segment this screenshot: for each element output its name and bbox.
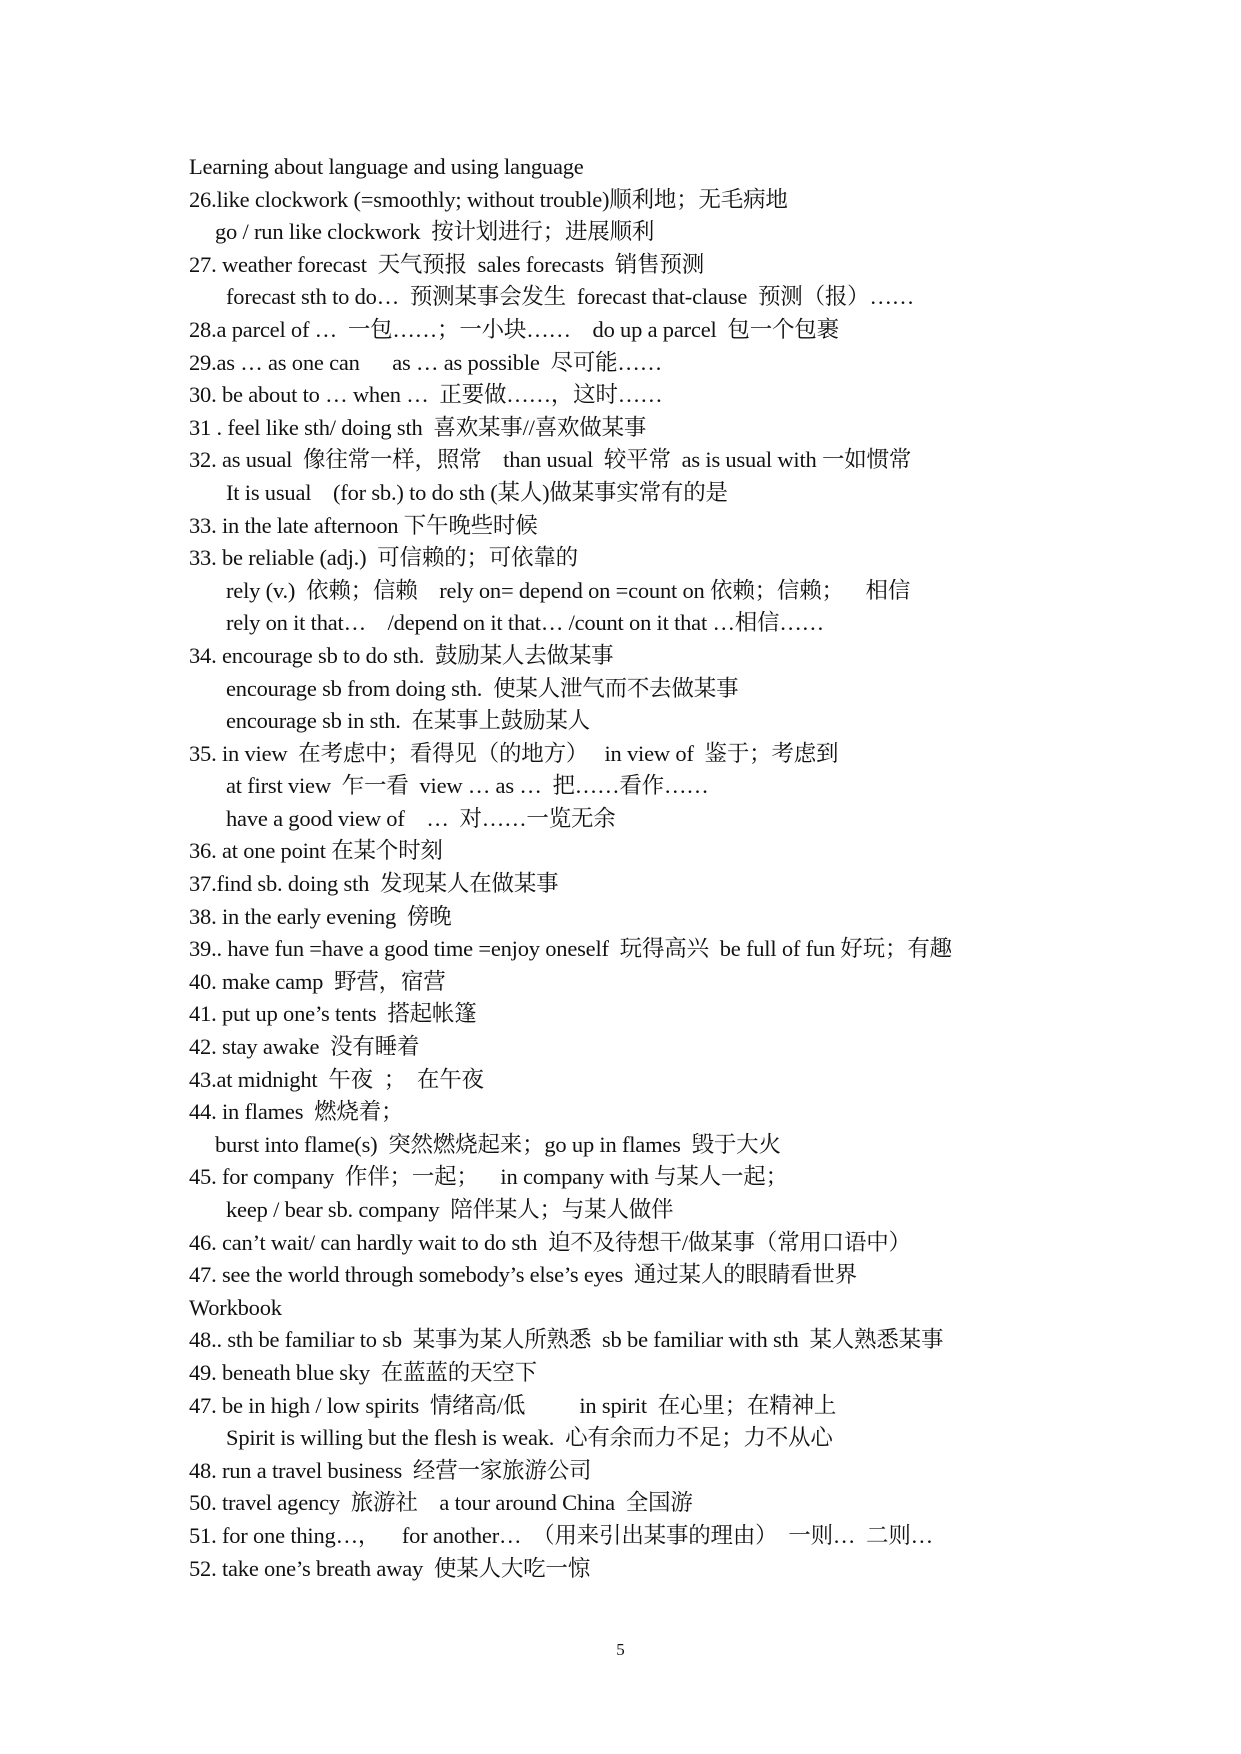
text-line: burst into flame(s) 突然燃烧起来；go up in flames 毁于大火 — [215, 1131, 781, 1157]
text-line: 51. for one thing…， for another… （用来引出某事的理由） 一则… 二则… — [189, 1522, 933, 1548]
text-line: 39.. have fun =have a good time =enjoy oneself 玩得高兴 be full of fun 好玩；有趣 — [189, 936, 952, 962]
text-line: 49. beneath blue sky 在蓝蓝的天空下 — [189, 1359, 537, 1385]
text-line: go / run like clockwork 按计划进行；进展顺利 — [215, 219, 655, 245]
text-line: rely on it that… /depend on it that… /count on it that …相信…… — [226, 610, 824, 636]
text-line: 52. take one’s breath away 使某人大吃一惊 — [189, 1555, 591, 1581]
text-line: 45. for company 作伴；一起； in company with 与某人一起； — [189, 1164, 788, 1190]
text-line: have a good view of … 对……一览无余 — [226, 805, 616, 831]
text-line: rely (v.) 依赖；信赖 rely on= depend on =count on 依赖；信赖； 相信 — [226, 577, 911, 603]
text-line: 43.at midnight 午夜 ； 在午夜 — [189, 1066, 484, 1092]
text-line: 31 . feel like sth/ doing sth 喜欢某事//喜欢做某事 — [189, 414, 647, 440]
text-line: forecast sth to do… 预测某事会发生 forecast that-clause 预测（报）…… — [226, 284, 915, 310]
text-line: 33. in the late afternoon 下午晚些时候 — [189, 512, 538, 538]
text-line: It is usual (for sb.) to do sth (某人)做某事实常有的是 — [226, 479, 728, 505]
text-line: 32. as usual 像往常一样，照常 than usual 较平常 as is usual with 一如惯常 — [189, 447, 912, 473]
text-line: 36. at one point 在某个时刻 — [189, 838, 443, 864]
text-line: Workbook — [189, 1294, 282, 1320]
text-line: 44. in flames 燃烧着； — [189, 1099, 404, 1125]
text-line: 46. can’t wait/ can hardly wait to do sth 迫不及待想干/做某事（常用口语中） — [189, 1229, 911, 1255]
text-line: 48. run a travel business 经营一家旅游公司 — [189, 1457, 592, 1483]
text-line: 40. make camp 野营，宿营 — [189, 968, 446, 994]
text-line: 47. be in high / low spirits 情绪高/低 in spirit 在心里；在精神上 — [189, 1392, 837, 1418]
text-line: keep / bear sb. company 陪伴某人；与某人做伴 — [226, 1197, 674, 1222]
text-line: encourage sb from doing sth. 使某人泄气而不去做某事 — [226, 675, 739, 701]
text-line: 30. be about to … when … 正要做……，这时…… — [189, 382, 663, 408]
text-line: Learning about language and using language — [189, 154, 584, 179]
text-line: 41. put up one’s tents 搭起帐篷 — [189, 1001, 477, 1027]
page-number: 5 — [616, 1640, 625, 1659]
text-line: 28.a parcel of … 一包……；一小块…… do up a parcel 包一个包裹 — [189, 316, 839, 342]
text-line: 26.like clockwork (=smoothly; without trouble)顺利地；无毛病地 — [189, 186, 788, 212]
text-line: 37.find sb. doing sth 发现某人在做某事 — [189, 871, 559, 897]
text-line: 29.as … as one can as … as possible 尽可能…… — [189, 349, 663, 375]
text-line: 50. travel agency 旅游社 a tour around China 全国游 — [189, 1490, 693, 1516]
text-line: encourage sb in sth. 在某事上鼓励某人 — [226, 708, 590, 734]
text-line: Spirit is willing but the flesh is weak. 心有余而力不足；力不从心 — [226, 1425, 833, 1451]
text-line: at first view 乍一看 view … as … 把……看作…… — [226, 773, 709, 799]
text-line: 34. encourage sb to do sth. 鼓励某人去做某事 — [189, 642, 614, 668]
text-line: 27. weather forecast 天气预报 sales forecasts 销售预测 — [189, 251, 705, 277]
text-line: 38. in the early evening 傍晚 — [189, 903, 452, 929]
vocabulary-list — [189, 151, 1189, 1585]
text-line: 35. in view 在考虑中；看得见（的地方） in view of 鉴于；考虑到 — [189, 740, 839, 766]
text-line: 33. be reliable (adj.) 可信赖的；可依靠的 — [189, 545, 578, 571]
text-line: 47. see the world through somebody’s else’s eyes 通过某人的眼睛看世界 — [189, 1262, 857, 1288]
text-line: 48.. sth be familiar to sb 某事为某人所熟悉 sb be familiar with sth 某人熟悉某事 — [189, 1327, 944, 1353]
text-line: 42. stay awake 没有睡着 — [189, 1034, 420, 1060]
